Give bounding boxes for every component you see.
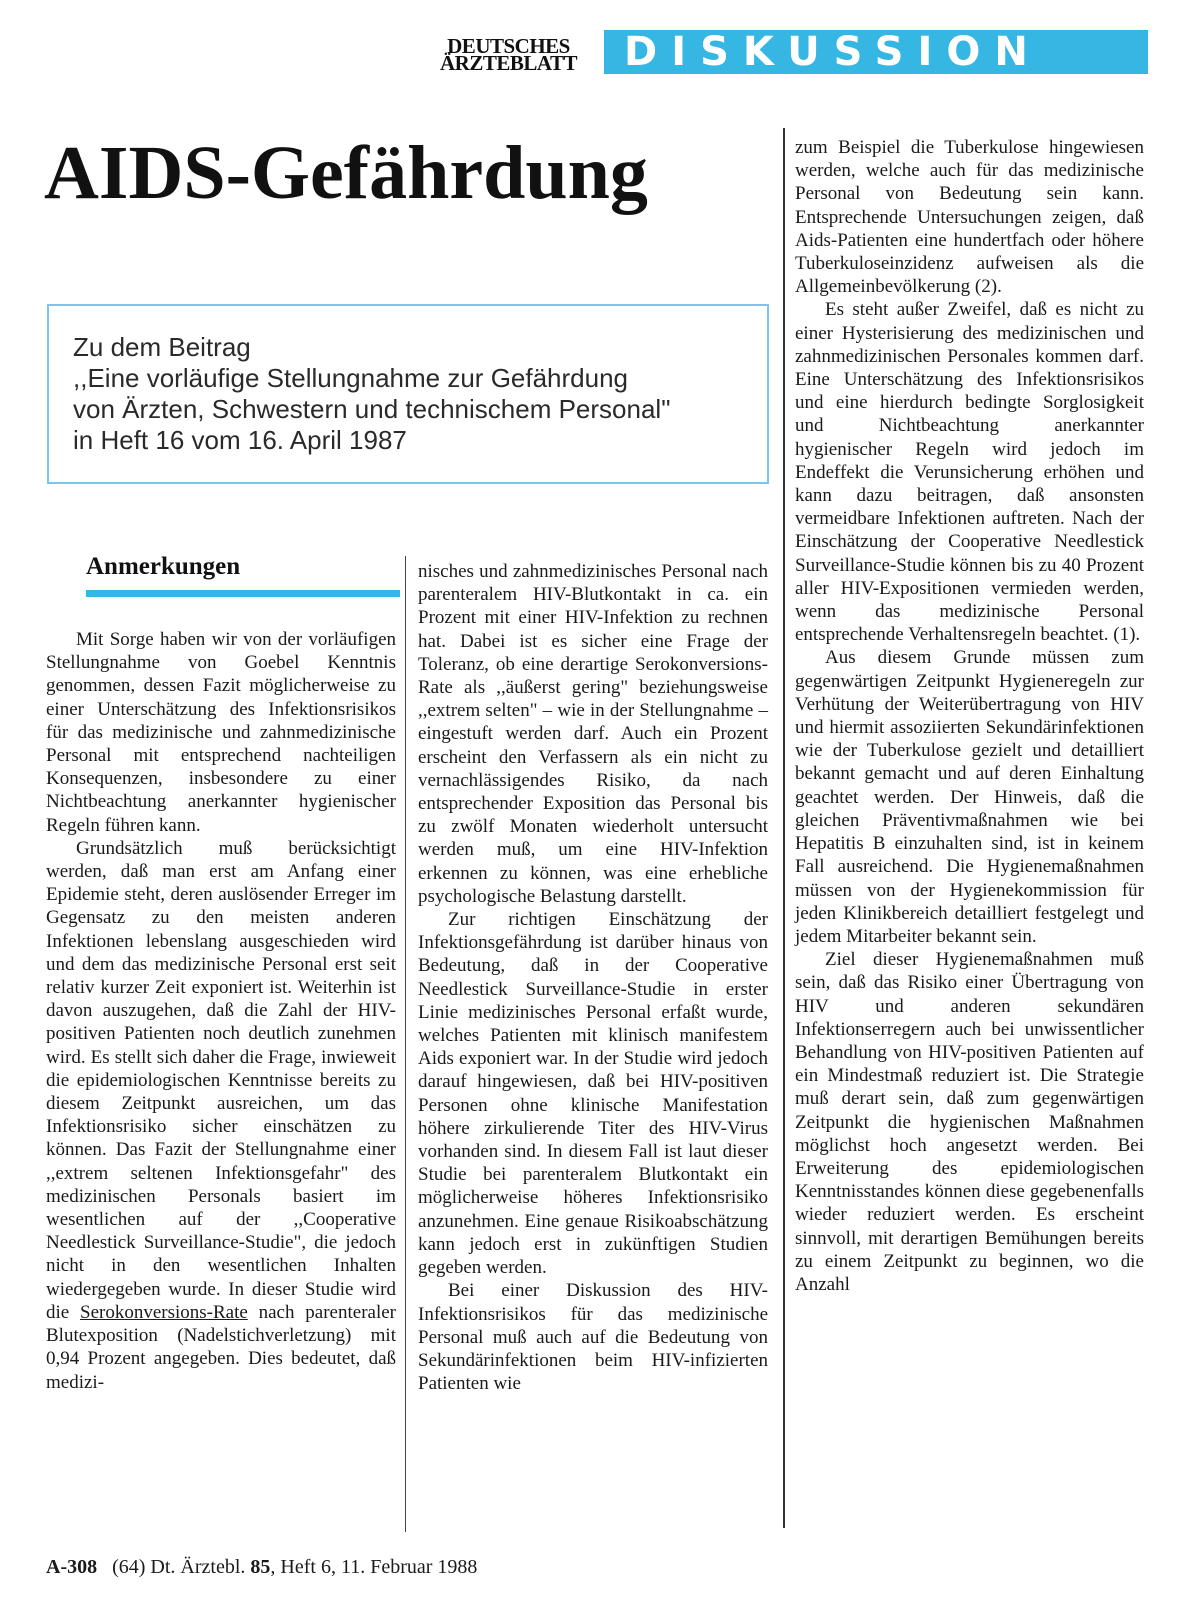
paragraph: Bei einer Diskussion des HIV-Infektionsrisikos für das medizinische Personal muß auch auf die Bedeutung von Sekundärinfektionen beim HIV-infizierten Patienten wie <box>418 1280 768 1395</box>
text-column-3 <box>795 136 1144 1296</box>
column-divider <box>783 128 785 1528</box>
paragraph: Zur richtigen Einschätzung der Infektionsgefährdung ist darüber hinaus von Bedeutung, daß in der Cooperative Needlestick Surveillance-Studie in erster Linie medizinisches Personal erfaßt wurde, welches Patienten mit klinisch manifestem Aids exponiert war. In der Studie wird jedoch darauf hingewiesen, daß bei HIV-positiven Personen ohne klinische Manifestation höhere zirkulierende Titer des HIV-Virus vorhanden sind. In diesem Fall ist laut dieser Studie bei parenteralem Blutkontakt ein möglicherweise höheres Infektionsrisiko anzunehmen. Eine genaue Risikoabschätzung kann jedoch erst in zukünftigen Studien gegeben werden. <box>418 909 768 1279</box>
text-column-2 <box>418 560 768 1395</box>
volume-number: 85 <box>250 1556 271 1578</box>
masthead-line2: ÄRZTEBLATT <box>440 51 577 75</box>
paragraph: Mit Sorge haben wir von der vorläufigen Stellungnahme von Goebel Kenntnis genommen, dessen Fazit möglicherweise zu einer Unterschätzung des Infektionsrisikos für das medizinische und zahnmedizinische Personal mit entsprechend nachteiligen Konsequenzen, insbesondere zu einer Nichtbeachtung anerkannter hygienischer Regeln führen kann. <box>46 629 396 836</box>
citation-text: (64) Dt. Ärztebl. <box>112 1556 246 1578</box>
paragraph-text: Grundsätzlich muß berücksichtigt werden, daß man erst am Anfang einer Epidemie steht, deren auslösender Erreger im Gegensatz zu den meisten anderen Infektionen lebenslang ausgeschieden wird und dem das medizinische Personal erst seit relativ kurzer Zeit exponiert ist. Weiterhin ist davon auszugehen, daß die Zahl der HIV-positiven Patienten noch deutlich zunehmen wird. Es stellt sich daher die Frage, inwieweit die epidemiologischen Kenntnisse bereits zu diesem Zeitpunkt ausreichen, um das Infektionsrisiko sicher einschätzen zu können. Das Fazit der Stellungnahme einer ,,extrem seltenen Infektionsgefahr" des medizinischen Personals basiert im wesentlichen auf der ,,Cooperative Needlestick Surveillance-Studie", die jedoch nicht in den wesentlichen Inhalten wiedergegeben wurde. In dieser Studie wird die <box>46 837 396 1323</box>
masthead-logo <box>416 34 601 82</box>
page-footer <box>46 1555 746 1579</box>
reference-line: Zu dem Beitrag <box>73 332 251 362</box>
underlined-term: Serokonversions-Rate <box>80 1301 248 1323</box>
page-number: A-308 <box>46 1556 98 1578</box>
paragraph: zum Beispiel die Tuberkulose hingewiesen werden, welche auch für das medizinische Personal von Bedeutung sein kann. Entsprechende Untersuchungen zeigen, daß Aids-Patienten eine hundertfach oder höhere Tuberkuloseinzidenz aufweisen als die Allgemeinbevölkerung (2). <box>795 137 1144 298</box>
reference-line: von Ärzten, Schwestern und technischem Personal" <box>73 394 671 424</box>
paragraph: Ziel dieser Hygienemaßnahmen muß sein, daß das Risiko einer Übertragung von HIV und anderen sekundären Infektionserregern auch bei unwissentlicher Behandlung von HIV-positiven Patienten auf ein Mindestmaß reduziert ist. Die Strategie muß derart sein, daß zum gegenwärtigen Zeitpunkt die hygienischen Maßnahmen möglichst hoch angesetzt werden. Bei Erweiterung des epidemiologischen Kenntnisstandes können diese gegebenenfalls wieder reduziert werden. Es erscheint sinnvoll, mit derartigen Bemühungen bereits zu einem Zeitpunkt zu beginnen, wo die Anzahl <box>795 949 1144 1295</box>
paragraph: Aus diesem Grunde müssen zum gegenwärtigen Zeitpunkt Hygieneregeln zur Verhütung der Weiterübertragung von HIV und hiermit assoziierten Sekundärinfektionen wie der Tuberkulose gezielt und detailliert bekannt gemacht und auf deren Einhaltung geachtet werden. Der Hinweis, daß die gleichen Präventivmaßnahmen wie bei Hepatitis B einzuhalten sind, ist in keinem Fall ausreichend. Die Hygienemaßnahmen müssen von der Hygienekommission für jeden Klinikbereich detailliert festgelegt und jedem Mitarbeiter bekannt sein. <box>795 647 1144 947</box>
paragraph: Es steht außer Zweifel, daß es nicht zu einer Hysterisierung des medizinischen und zahnmedizinischen Personales kommen darf. Eine Unterschätzung des Infektionsrisikos und eine hierdurch bedingte Sorglosigkeit und Nichtbeachtung anerkannter hygienischer Regeln wird jedoch im Endeffekt die Verunsicherung erhöhen und kann dazu beitragen, daß ansonsten vermeidbare Infektionen auftreten. Nach der Einschätzung der Cooperative Needlestick Surveillance-Studie können bis zu 40 Prozent aller HIV-Expositionen vermieden werden, wenn das medizinische Personal entsprechende Verhaltensregeln beachtet. (1). <box>795 299 1144 646</box>
text-column-1 <box>46 628 396 1394</box>
reference-line: ,,Eine vorläufige Stellungnahme zur Gefährdung <box>73 363 629 393</box>
reference-line: in Heft 16 vom 16. April 1987 <box>73 425 407 455</box>
paragraph-text: nach parenteraler Blutexposition (Nadelstichverletzung) mit 0,94 Prozent angegeben. Dies bedeutet, daß medizi- <box>46 1301 396 1393</box>
page-title: AIDS-Gefährdung <box>44 131 648 215</box>
column-divider <box>405 556 406 1532</box>
citation-text: , Heft 6, 11. Februar 1988 <box>270 1556 478 1578</box>
paragraph: nisches und zahnmedizinisches Personal nach parenteralem HIV-Blutkontakt in ca. ein Prozent mit einer HIV-Infektion zu rechnen hat. Dabei ist es sicher eine Frage der Toleranz, ob eine derartige Serokonversions-Rate als ,,äußerst gering" beziehungsweise ,,extrem selten" – wie in der Stellungnahme – eingestuft werden darf. Auch ein Prozent erscheint den Verfassern als ein nicht zu vernachlässigendes Risiko, da nach entsprechender Exposition das Personal bis zu zwölf Monaten wiederholt untersucht werden muß, um eine HIV-Infektion erkennen zu können, was eine erhebliche psychologische Belastung darstellt. <box>418 561 768 907</box>
masthead-line1: DEUTSCHES <box>447 34 570 58</box>
paragraph <box>46 837 396 1394</box>
section-heading: Anmerkungen <box>86 553 241 580</box>
section-banner: DISKUSSION <box>604 30 1148 74</box>
reference-box <box>47 304 769 484</box>
section-heading-bar <box>86 590 400 597</box>
